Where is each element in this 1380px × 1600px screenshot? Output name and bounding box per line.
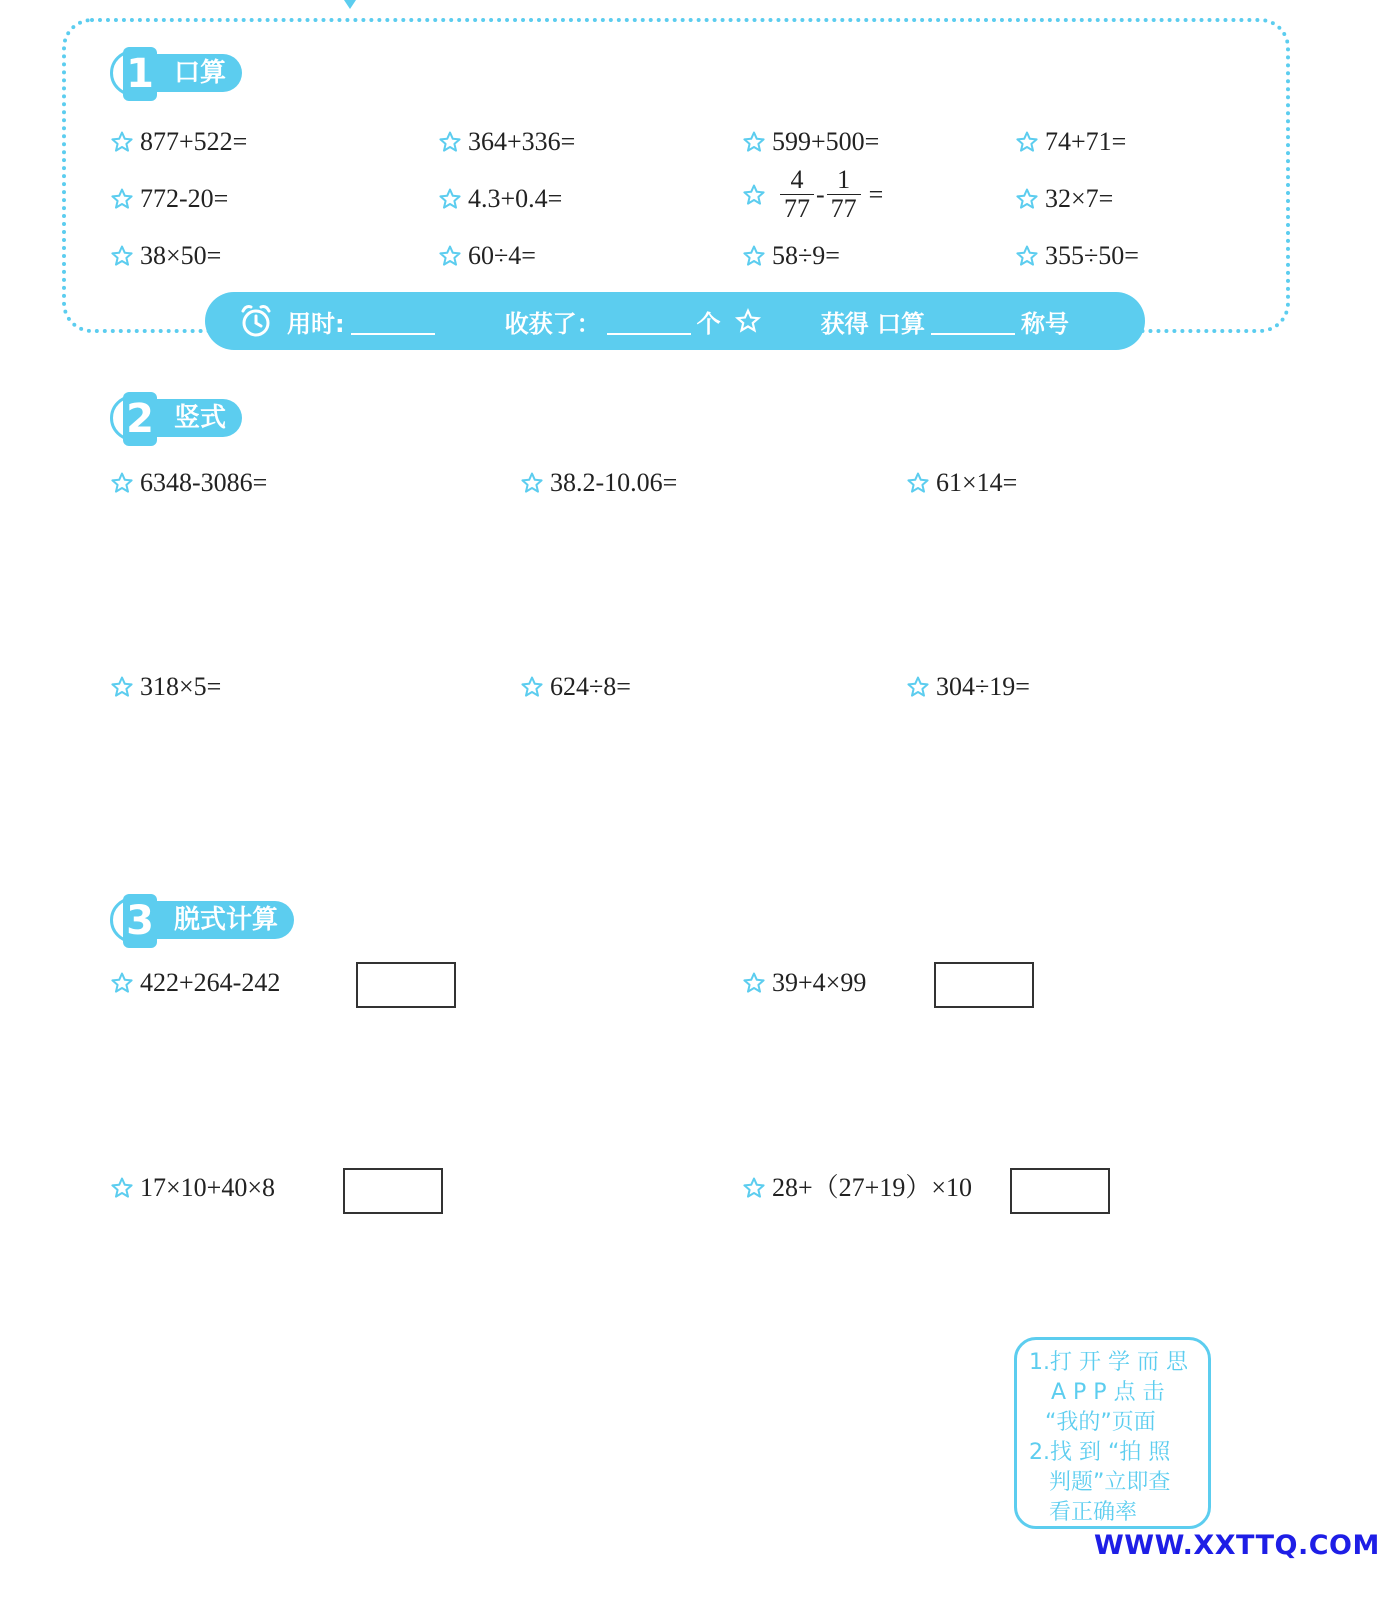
oral-calc-frame <box>62 18 1290 333</box>
operator: - <box>816 179 825 209</box>
star-icon <box>520 675 544 699</box>
problem-text: 772-20= <box>140 184 229 213</box>
answer-box[interactable] <box>343 1168 443 1214</box>
problem-text: 32×7= <box>1045 184 1114 213</box>
section-number-badge <box>110 897 156 943</box>
stepwise-problem <box>110 1172 275 1204</box>
oral-problem <box>110 183 228 215</box>
vertical-problem <box>110 467 267 499</box>
title-label: 获得 口算 <box>820 309 925 338</box>
count-blank <box>607 307 691 335</box>
vertical-problem <box>906 467 1017 499</box>
star-icon <box>438 187 462 211</box>
problem-text: 877+522= <box>140 127 248 156</box>
problem-text: 74+71= <box>1045 127 1127 156</box>
problem-text: 624÷8= <box>550 672 631 701</box>
star-icon <box>110 244 134 268</box>
note-line: 2.找 到 “拍 照 <box>1029 1440 1171 1465</box>
stepwise-problem <box>110 967 280 999</box>
section-number: 3 <box>123 894 157 948</box>
time-blank <box>351 307 435 335</box>
star-icon <box>735 308 761 334</box>
star-icon <box>906 675 930 699</box>
alarm-clock-icon <box>239 303 273 339</box>
problem-text: 364+336= <box>468 127 576 156</box>
watermark: WWW.XXTTQ.COM <box>1094 1530 1380 1561</box>
section-number: 2 <box>123 392 157 446</box>
problem-text: 39+4×99 <box>772 968 867 997</box>
problem-text: 61×14= <box>936 468 1018 497</box>
vertical-problem <box>520 671 631 703</box>
problem-text: 17×10+40×8 <box>140 1173 275 1202</box>
star-icon <box>110 1176 134 1200</box>
oral-problem <box>1015 240 1139 272</box>
problem-text: 599+500= <box>772 127 880 156</box>
denominator: 77 <box>780 194 814 223</box>
title-suffix: 称号 <box>1020 309 1069 338</box>
oral-problem <box>110 240 221 272</box>
timer-bar <box>205 292 1145 350</box>
problem-text: 38.2-10.06= <box>550 468 678 497</box>
star-icon <box>906 471 930 495</box>
title-blank <box>931 307 1015 335</box>
star-icon <box>1015 244 1039 268</box>
note-line: “我的”页面 <box>1045 1410 1156 1435</box>
star-icon <box>742 244 766 268</box>
denominator: 77 <box>827 194 861 223</box>
star-icon <box>742 130 766 154</box>
oral-problem <box>742 240 840 272</box>
problem-text: 4.3+0.4= <box>468 184 563 213</box>
numerator: 4 <box>790 165 804 194</box>
answer-box[interactable] <box>1010 1168 1110 1214</box>
star-icon <box>110 187 134 211</box>
section-title: 脱式计算 <box>138 901 294 939</box>
section-number-badge <box>110 50 156 96</box>
answer-box[interactable] <box>934 962 1034 1008</box>
star-icon <box>742 1176 766 1200</box>
star-icon <box>438 244 462 268</box>
problem-text: 6348-3086= <box>140 468 268 497</box>
app-instruction-note <box>1014 1337 1211 1529</box>
star-icon <box>742 971 766 995</box>
problem-text: 60÷4= <box>468 241 536 270</box>
oral-problem <box>1015 126 1126 158</box>
star-icon <box>520 471 544 495</box>
problem-text: 355÷50= <box>1045 241 1139 270</box>
problem-text: 318×5= <box>140 672 222 701</box>
frame-notch <box>344 0 356 9</box>
star-icon <box>110 130 134 154</box>
star-icon <box>110 971 134 995</box>
star-icon <box>742 183 766 207</box>
note-line: A P P 点 击 <box>1051 1380 1165 1405</box>
count-unit: 个 <box>696 309 721 338</box>
star-icon <box>110 471 134 495</box>
time-label: 用时: <box>287 309 345 338</box>
oral-problem <box>438 240 536 272</box>
oral-problem-fraction <box>742 166 883 223</box>
problem-text: 58÷9= <box>772 241 840 270</box>
star-icon <box>110 675 134 699</box>
star-icon <box>438 130 462 154</box>
stepwise-problem <box>742 967 866 999</box>
oral-problem <box>438 126 575 158</box>
problem-text: 304÷19= <box>936 672 1030 701</box>
vertical-problem <box>906 671 1030 703</box>
oral-problem <box>438 183 562 215</box>
numerator: 1 <box>837 165 851 194</box>
section-number-badge <box>110 395 156 441</box>
star-icon <box>1015 187 1039 211</box>
note-line: 判题”立即查 <box>1049 1470 1171 1495</box>
oral-problem <box>1015 183 1113 215</box>
stepwise-problem <box>742 1172 972 1204</box>
section-title: 口算 <box>138 54 242 92</box>
vertical-problem <box>110 671 221 703</box>
oral-problem <box>110 126 247 158</box>
gain-label: 收获了： <box>504 309 601 338</box>
problem-text: 38×50= <box>140 241 222 270</box>
note-line: 看正确率 <box>1049 1500 1138 1525</box>
problem-text: 28+（27+19）×10 <box>772 1173 972 1202</box>
fraction <box>827 166 861 223</box>
equals-sign: = <box>868 179 884 209</box>
section-title: 竖式 <box>138 399 242 437</box>
problem-text: 422+264-242 <box>140 968 281 997</box>
section-number: 1 <box>123 47 157 101</box>
star-icon <box>1015 130 1039 154</box>
oral-problem <box>742 126 879 158</box>
vertical-problem <box>520 467 677 499</box>
fraction <box>780 166 814 223</box>
answer-box[interactable] <box>356 962 456 1008</box>
note-line: 1.打 开 学 而 思 <box>1029 1350 1188 1375</box>
